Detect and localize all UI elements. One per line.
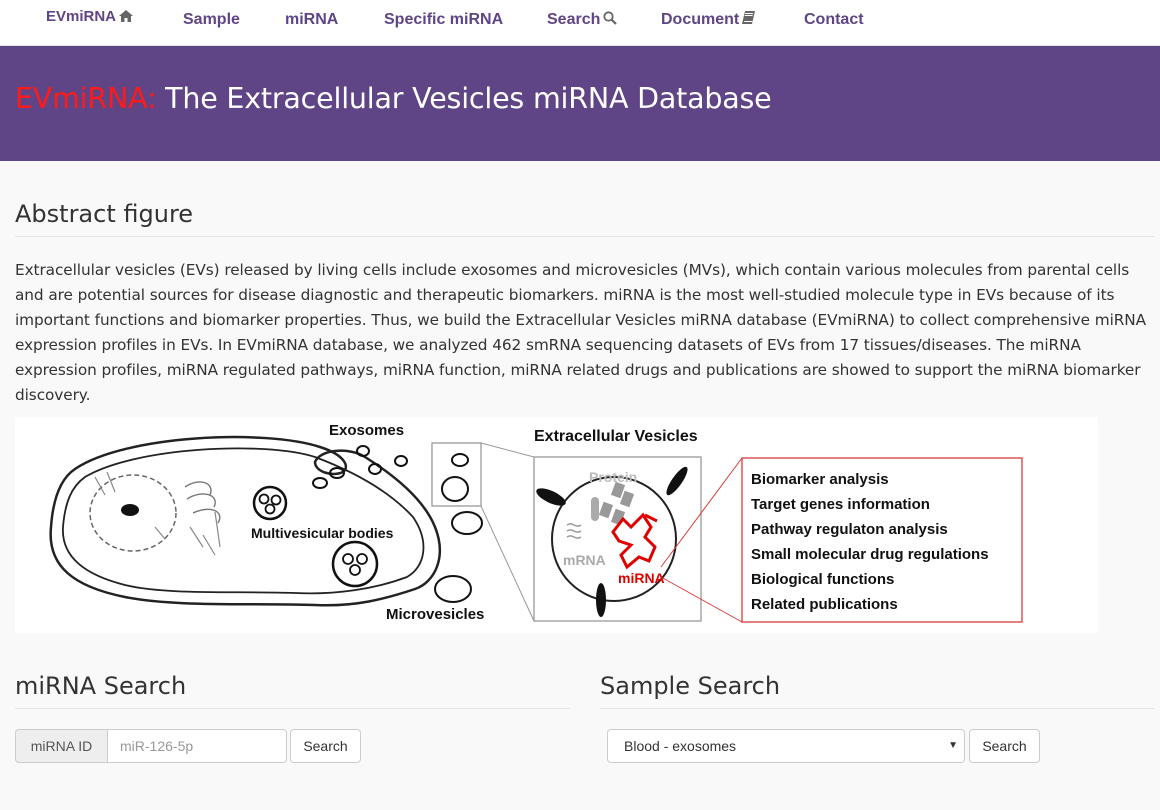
feature-1: Biomarker analysis: [751, 471, 889, 488]
mirna-id-addon: miRNA ID: [15, 729, 108, 763]
label-multivesicular-bodies: Multivesicular bodies: [251, 525, 394, 541]
label-protein: Protein: [589, 469, 638, 485]
mirna-search-button[interactable]: Search: [290, 729, 361, 763]
feature-4: Small molecular drug regulations: [751, 546, 989, 563]
header-banner: [0, 46, 1160, 161]
title-brand: EVmiRNA:: [15, 82, 157, 115]
nav-item-sample[interactable]: Sample: [183, 11, 240, 28]
label-microvesicles: Microvesicles: [386, 606, 485, 623]
feature-6: Related publications: [751, 596, 898, 613]
label-exosomes: Exosomes: [329, 422, 405, 439]
label-mirna: miRNA: [618, 570, 665, 586]
nav-item-specific-mirna[interactable]: Specific miRNA: [384, 11, 504, 28]
chevron-down-icon: ▼: [948, 740, 958, 751]
nav-item-search[interactable]: Search: [547, 11, 617, 29]
page-title: [15, 82, 772, 115]
sample-select-value: Blood - exosomes: [624, 738, 737, 754]
sample-select[interactable]: [607, 729, 965, 763]
label-extracellular-vesicles: Extracellular Vesicles: [534, 428, 698, 445]
nav-brand-link[interactable]: [46, 8, 133, 25]
abstract-heading: Abstract figure: [15, 200, 194, 228]
nav-item-mirna[interactable]: miRNA: [285, 11, 339, 28]
sample-search-heading: Sample Search: [600, 672, 781, 700]
mirna-search-divider: [15, 708, 570, 709]
abstract-divider: [15, 236, 1155, 237]
mirna-search-heading: miRNA Search: [15, 672, 187, 700]
feature-3: Pathway regulaton analysis: [751, 521, 948, 538]
nav-item-contact[interactable]: Contact: [804, 11, 864, 28]
sample-search-button[interactable]: Search: [969, 729, 1040, 763]
sample-search-divider: [600, 708, 1155, 709]
book-icon: [742, 11, 755, 25]
search-icon: [603, 11, 617, 25]
nav-brand-label: EVmiRNA: [46, 8, 117, 25]
mirna-id-input[interactable]: [107, 729, 287, 763]
abstract-figure-image: [15, 417, 1098, 633]
feature-5: Biological functions: [751, 571, 895, 588]
nav-item-document[interactable]: Document: [661, 11, 755, 29]
title-rest: The Extracellular Vesicles miRNA Database: [156, 82, 772, 115]
abstract-figure: [15, 417, 1098, 633]
home-icon: [119, 10, 133, 22]
navbar: [0, 0, 1160, 46]
label-mrna: mRNA: [563, 552, 606, 568]
feature-2: Target genes information: [751, 496, 930, 513]
abstract-text: Extracellular vesicles (EVs) released by living cells include exosomes and microvesicles (MVs), which contain various molecules from parental cells and are potential sources for disease diagnostic and therapeutic biomarkers. miRNA is the most well-studied molecule type in EVs because of its important functions and biomarker properties. Thus, we build the Extracellular Vesicles miRNA database (EVmiRNA) to collect comprehensive miRNA expression profiles in EVs. In EVmiRNA database, we analyzed 462 smRNA sequencing datasets of EVs from 17 tissues/diseases. The miRNA expression profiles, miRNA regulated pathways, miRNA function, miRNA related drugs and publications are showed to support the miRNA biomarker discovery.: [15, 261, 1147, 404]
